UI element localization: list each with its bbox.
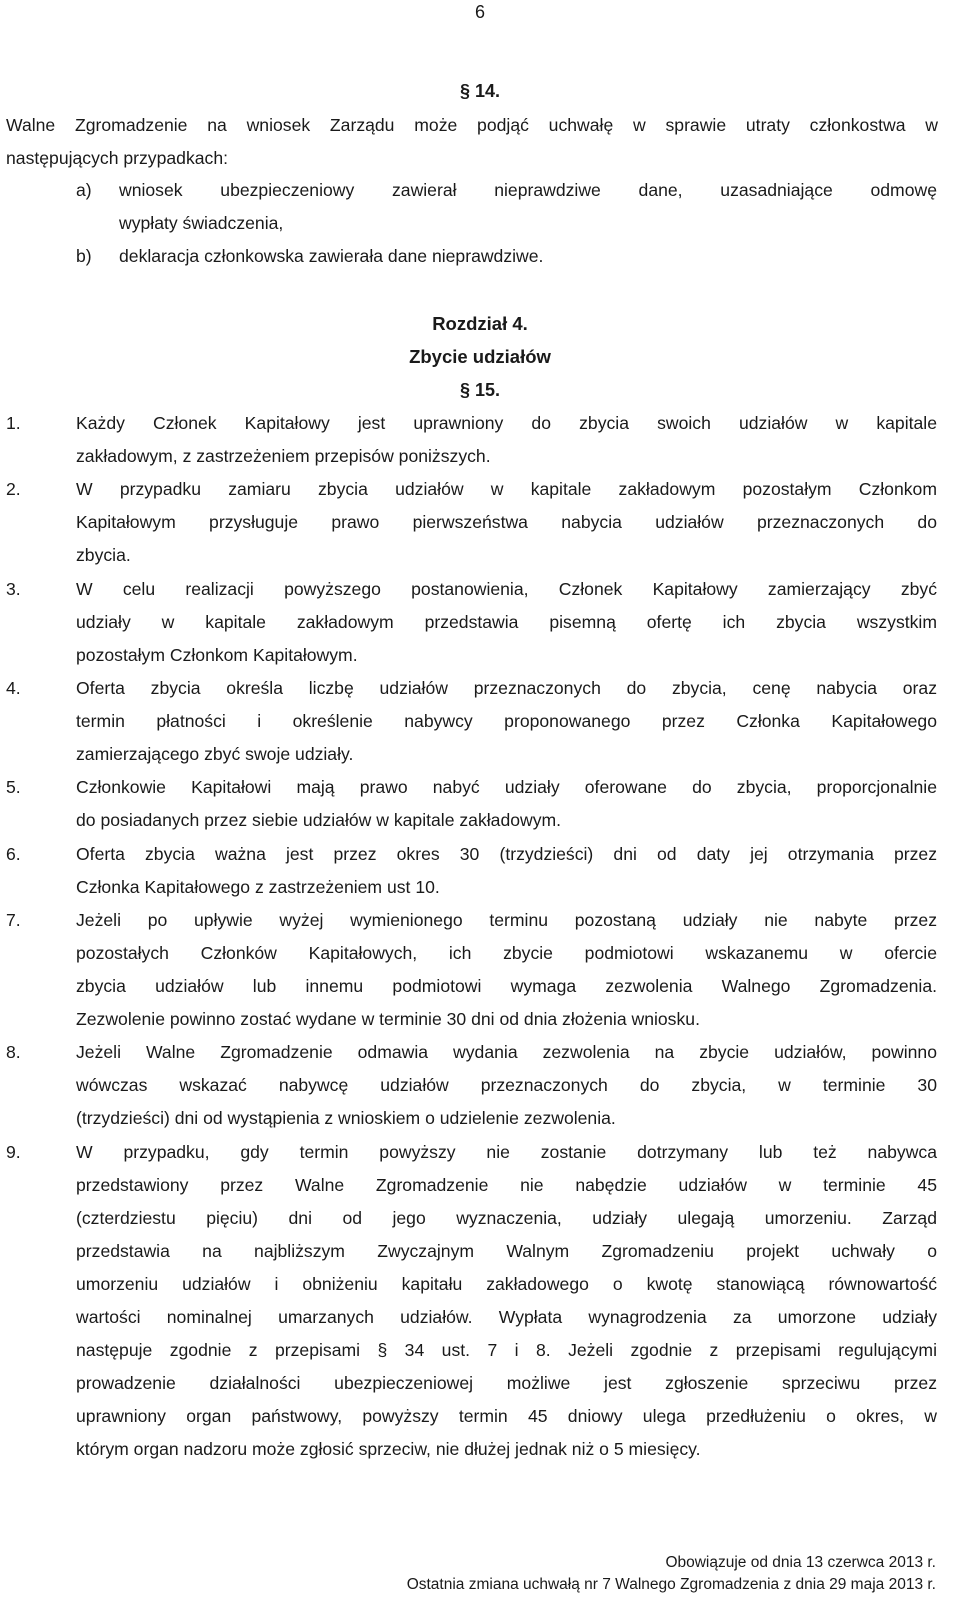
- point-line: Członkowie Kapitałowi mają prawo nabyć udziały oferowane do zbycia, proporcjonalnie: [76, 777, 937, 797]
- footer-effective-date: Obowiązuje od dnia 13 czerwca 2013 r.: [665, 1554, 936, 1571]
- paragraph-line: następujących przypadkach:: [6, 148, 229, 168]
- point-line: do posiadanych przez siebie udziałów w kapitale zakładowym.: [76, 810, 562, 830]
- point-number: 4.: [6, 678, 21, 698]
- page-number: 6: [474, 2, 485, 22]
- point-line: następuje zgodnie z przepisami § 34 ust. 7 i 8. Jeżeli zgodnie z przepisami regulującymi: [76, 1340, 937, 1360]
- point-line: Kapitałowym przysługuje prawo pierwszeństwa nabycia udziałów przeznaczonych do: [76, 512, 937, 532]
- point-line: Jeżeli Walne Zgromadzenie odmawia wydania zezwolenia na zbycie udziałów, powinno: [76, 1042, 937, 1062]
- point-line: termin płatności i określenie nabywcy proponowanego przez Członka Kapitałowego: [76, 711, 937, 731]
- point-number: 2.: [6, 479, 21, 499]
- point-line: uprawniony organ państwowy, powyższy termin 45 dniowy ulega przedłużeniu o okres, w: [76, 1406, 937, 1426]
- section-heading-15: § 15.: [459, 380, 501, 400]
- list-item-line: wniosek ubezpieczeniowy zawierał nieprawdziwe dane, uzasadniające odmowę: [119, 180, 937, 200]
- point-line: umorzeniu udziałów i obniżeniu kapitału zakładowego o kwotę stanowiącą równowartość: [76, 1274, 937, 1294]
- point-number: 3.: [6, 579, 21, 599]
- point-line: Każdy Członek Kapitałowy jest uprawniony do zbycia swoich udziałów w kapitale: [76, 413, 937, 433]
- point-line: prowadzenie działalności ubezpieczeniowej możliwe jest zgłoszenie sprzeciwu przez: [76, 1373, 937, 1393]
- point-line: zamierzającego zbyć swoje udziały.: [76, 744, 354, 764]
- point-line: W przypadku, gdy termin powyższy nie zostanie dotrzymany lub też nabywca: [76, 1142, 937, 1162]
- point-number: 9.: [6, 1142, 21, 1162]
- point-number: 1.: [6, 413, 21, 433]
- point-line: pozostałych Członków Kapitałowych, ich zbycie podmiotowi wskazanemu w ofercie: [76, 943, 937, 963]
- list-item-line: wypłaty świadczenia,: [119, 213, 284, 233]
- point-line: przedstawia na najbliższym Zwyczajnym Walnym Zgromadzeniu projekt uchwały o: [76, 1241, 937, 1261]
- point-line: Oferta zbycia określa liczbę udziałów przeznaczonych do zbycia, cenę nabycia oraz: [76, 678, 937, 698]
- point-number: 5.: [6, 777, 21, 797]
- point-line: (czterdziestu pięciu) dni od jego wyznaczenia, udziały ulegają umorzeniu. Zarząd: [76, 1208, 937, 1228]
- list-item-line: deklaracja członkowska zawierała dane nieprawdziwe.: [119, 246, 544, 266]
- point-line: zbycia.: [76, 545, 131, 565]
- point-line: Oferta zbycia ważna jest przez okres 30 (trzydzieści) dni od daty jej otrzymania przez: [76, 844, 937, 864]
- point-line: pozostałym Członkom Kapitałowym.: [76, 645, 358, 665]
- point-line: zakładowym, z zastrzeżeniem przepisów poniższych.: [76, 446, 491, 466]
- list-item-label: a): [76, 180, 92, 200]
- point-line: zbycia udziałów lub innemu podmiotowi wymaga zezwolenia Walnego Zgromadzenia.: [76, 976, 937, 996]
- point-line: W przypadku zamiaru zbycia udziałów w kapitale zakładowym pozostałym Członkom: [76, 479, 937, 499]
- chapter-subtitle: Zbycie udziałów: [409, 346, 551, 367]
- point-line: udziały w kapitale zakładowym przedstawia pisemną ofertę ich zbycia wszystkim: [76, 612, 937, 632]
- footer-last-amendment: Ostatnia zmiana uchwałą nr 7 Walnego Zgromadzenia z dnia 29 maja 2013 r.: [406, 1576, 936, 1593]
- section-heading-14: § 14.: [459, 81, 501, 101]
- chapter-title: Rozdział 4.: [432, 313, 528, 334]
- point-line: wówczas wskazać nabywcę udziałów przeznaczonych do zbycia, w terminie 30: [76, 1075, 937, 1095]
- point-line: (trzydzieści) dni od wystąpienia z wnioskiem o udzielenie zezwolenia.: [76, 1108, 616, 1128]
- point-number: 8.: [6, 1042, 21, 1062]
- point-line: Członka Kapitałowego z zastrzeżeniem ust 10.: [76, 877, 440, 897]
- point-line: Jeżeli po upływie wyżej wymienionego terminu pozostaną udziały nie nabyte przez: [76, 910, 937, 930]
- point-line: wartości nominalnej umarzanych udziałów. Wypłata wynagrodzenia za umorzone udziały: [76, 1307, 937, 1327]
- paragraph-line: Walne Zgromadzenie na wniosek Zarządu może podjąć uchwałę w sprawie utraty członkostwa w: [6, 115, 938, 135]
- point-line: Zezwolenie powinno zostać wydane w terminie 30 dni od dnia złożenia wniosku.: [76, 1009, 700, 1029]
- point-line: W celu realizacji powyższego postanowienia, Członek Kapitałowy zamierzający zbyć: [76, 579, 937, 599]
- point-number: 7.: [6, 910, 21, 930]
- point-number: 6.: [6, 844, 21, 864]
- point-line: którym organ nadzoru może zgłosić sprzeciw, nie dłużej jednak niż o 5 miesięcy.: [76, 1439, 701, 1459]
- list-item-label: b): [76, 246, 92, 266]
- point-line: przedstawiony przez Walne Zgromadzenie nie nabędzie udziałów w terminie 45: [76, 1175, 937, 1195]
